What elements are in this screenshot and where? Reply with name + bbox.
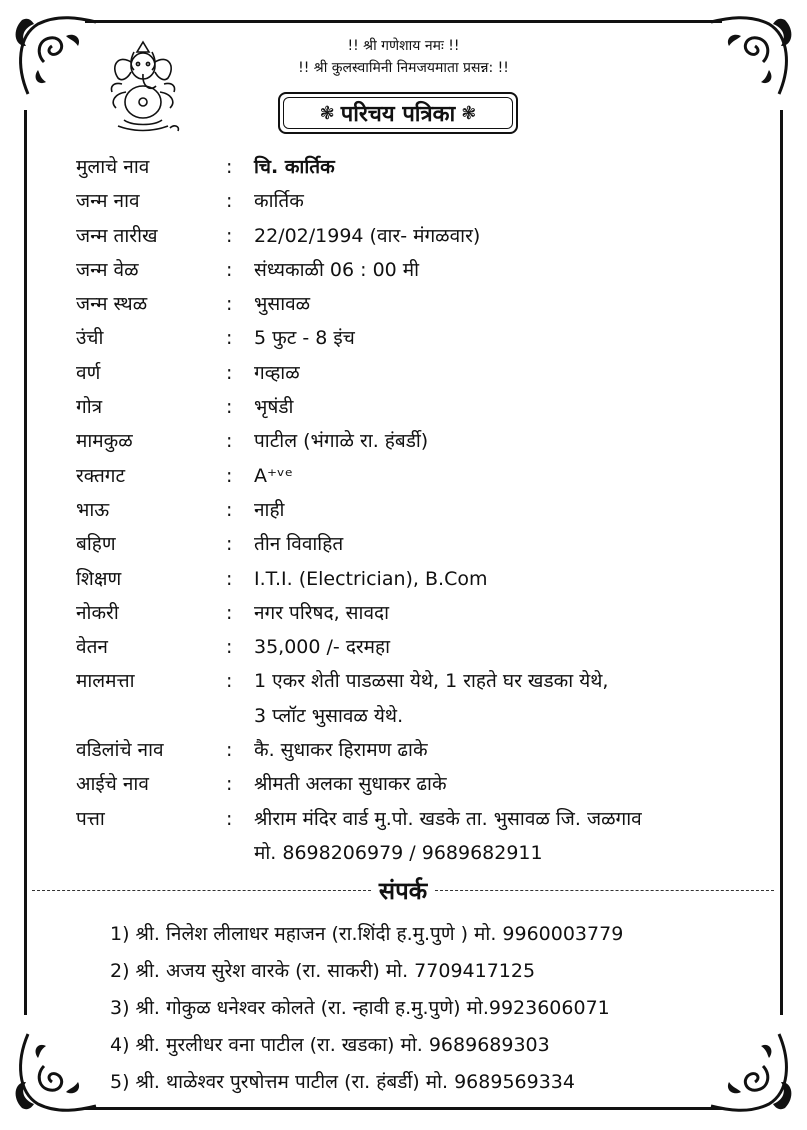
detail-row-property — [76, 664, 766, 733]
detail-colon: : — [226, 498, 233, 521]
detail-colon: : — [226, 533, 233, 556]
detail-value — [254, 802, 766, 871]
detail-colon: : — [226, 361, 233, 384]
detail-colon: : — [226, 807, 233, 830]
detail-label: गोत्र — [76, 396, 103, 419]
detail-label: वेतन — [76, 636, 108, 659]
detail-value: तीन विवाहित — [254, 533, 344, 556]
detail-row-complexion — [76, 356, 766, 390]
detail-row-job — [76, 596, 766, 630]
invocation-line-1: !! श्री गणेशाय नमः !! — [347, 38, 460, 54]
dashed-divider — [32, 890, 371, 891]
detail-row-birth-time — [76, 253, 766, 287]
details-list — [76, 150, 766, 870]
detail-label: भाऊ — [76, 498, 110, 521]
detail-value-line-1: 1 एकर शेती पाडळसा येथे, 1 राहते घर खडका येथे, — [254, 670, 609, 693]
detail-value: 5 फुट - 8 इंच — [254, 327, 355, 350]
detail-row-birth-place — [76, 287, 766, 321]
flower-icon: ❃ — [319, 102, 335, 124]
detail-row-blood-group — [76, 459, 766, 493]
detail-value: कार्तिक — [254, 190, 304, 213]
frame-top-line — [85, 20, 722, 23]
detail-label: वडिलांचे नाव — [76, 739, 164, 762]
detail-label: बहिण — [76, 533, 116, 556]
detail-label: उंची — [76, 327, 104, 350]
detail-colon: : — [226, 773, 233, 796]
detail-value: चि. कार्तिक — [254, 156, 335, 178]
detail-label: आईचे नाव — [76, 773, 149, 796]
detail-row-brother — [76, 493, 766, 527]
detail-label: शिक्षण — [76, 567, 122, 590]
detail-value: I.T.I. (Electrician), B.Com — [254, 567, 488, 590]
detail-label: नोकरी — [76, 601, 119, 624]
detail-colon: : — [226, 293, 233, 316]
contact-item: 5) श्री. थाळेश्वर पुरषोत्तम पाटील (रा. हंबर्डी) मो. 9689569334 — [110, 1071, 575, 1093]
detail-row-maternal-family — [76, 424, 766, 458]
detail-colon: : — [226, 430, 233, 453]
detail-row-birth-name — [76, 184, 766, 218]
detail-value: A⁺ᵛᵉ — [254, 464, 293, 487]
contact-item: 3) श्री. गोकुळ धनेश्वर कोलते (रा. न्हावी ह.मु.पुणे) मो.9923606071 — [110, 997, 610, 1019]
detail-value-line-2: मो. 8698206979 / 9689682911 — [254, 841, 543, 864]
detail-value: कै. सुधाकर हिरामण ढाके — [254, 739, 428, 762]
detail-label: मामकुळ — [76, 430, 133, 453]
detail-colon: : — [226, 396, 233, 419]
detail-label: जन्म नाव — [76, 190, 140, 213]
detail-row-mother-name — [76, 767, 766, 801]
frame-bottom-line — [85, 1107, 722, 1110]
detail-colon: : — [226, 464, 233, 487]
flower-icon: ❃ — [461, 102, 477, 124]
contact-title: संपर्क — [378, 876, 428, 905]
invocation-header — [0, 35, 807, 79]
contact-item: 1) श्री. निलेश लीलाधर महाजन (रा.शिंदी ह.मु.पुणे ) मो. 9960003779 — [110, 923, 624, 945]
detail-label: पत्ता — [76, 807, 105, 830]
detail-label: मुलाचे नाव — [76, 156, 150, 178]
detail-colon: : — [226, 636, 233, 659]
detail-colon: : — [226, 739, 233, 762]
title-box — [278, 92, 518, 134]
detail-value: नगर परिषद, सावदा — [254, 601, 390, 624]
detail-colon: : — [226, 156, 233, 178]
detail-value: 35,000 /- दरमहा — [254, 636, 391, 659]
detail-label: जन्म वेळ — [76, 258, 139, 281]
detail-row-sister — [76, 527, 766, 561]
detail-value: भृषंडी — [254, 396, 294, 419]
frame-left-line — [24, 110, 27, 1015]
detail-value: नाही — [254, 498, 285, 521]
detail-value-line-2: 3 प्लॉट भुसावळ येथे. — [254, 704, 404, 727]
detail-label: रक्तगट — [76, 464, 126, 487]
detail-value: गव्हाळ — [254, 361, 300, 384]
page-title: परिचय पत्रिका — [340, 102, 456, 127]
contact-item: 2) श्री. अजय सुरेश वारके (रा. साकरी) मो. 7709417125 — [110, 960, 536, 982]
detail-colon: : — [226, 190, 233, 213]
frame-right-line — [780, 110, 783, 1015]
detail-row-education — [76, 562, 766, 596]
detail-value-line-1: श्रीराम मंदिर वार्ड मु.पो. खडके ता. भुसावळ जि. जळगाव — [254, 807, 642, 830]
invocation-line-2: !! श्री कुलस्वामिनी निमजयमाता प्रसन्न: !! — [298, 60, 509, 76]
corner-ornament-bottom-left — [8, 1032, 98, 1122]
contact-section-header — [32, 872, 774, 908]
detail-value: संध्यकाळी 06 : 00 मी — [254, 258, 420, 281]
detail-row-name — [76, 150, 766, 184]
detail-label: जन्म तारीख — [76, 224, 158, 247]
detail-colon: : — [226, 670, 233, 693]
detail-value — [254, 664, 766, 733]
detail-colon: : — [226, 327, 233, 350]
detail-row-father-name — [76, 733, 766, 767]
detail-row-address — [76, 802, 766, 871]
detail-value: 22/02/1994 (वार- मंगळवार) — [254, 224, 481, 247]
contact-list — [110, 916, 770, 1101]
detail-label: वर्ण — [76, 361, 101, 384]
detail-colon: : — [226, 258, 233, 281]
detail-colon: : — [226, 224, 233, 247]
detail-row-salary — [76, 630, 766, 664]
detail-row-birth-date — [76, 219, 766, 253]
detail-colon: : — [226, 601, 233, 624]
detail-row-height — [76, 321, 766, 355]
detail-label: मालमत्ता — [76, 670, 135, 693]
detail-label: जन्म स्थळ — [76, 293, 148, 316]
contact-item: 4) श्री. मुरलीधर वना पाटील (रा. खडका) मो. 9689689303 — [110, 1034, 550, 1056]
detail-value: भुसावळ — [254, 293, 311, 316]
dashed-divider — [435, 890, 774, 891]
detail-row-gotra — [76, 390, 766, 424]
detail-colon: : — [226, 567, 233, 590]
detail-value: पाटील (भंगाळे रा. हंबर्डी) — [254, 430, 429, 453]
detail-value: श्रीमती अलका सुधाकर ढाके — [254, 773, 447, 796]
